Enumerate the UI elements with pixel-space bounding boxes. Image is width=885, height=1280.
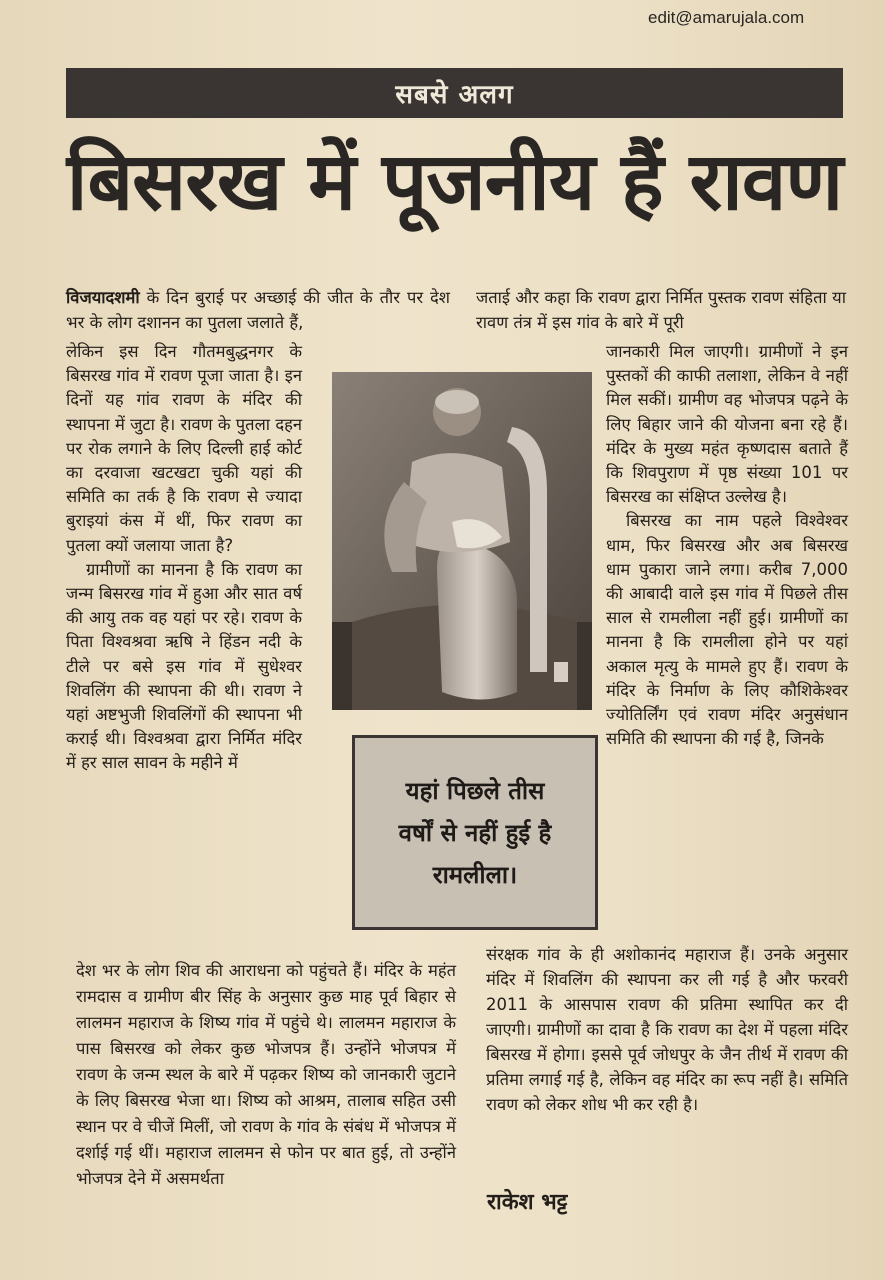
pull-quote-line-2: वर्षों से नहीं हुई है <box>398 818 552 847</box>
right-paragraph-1: जानकारी मिल जाएगी। ग्रामीणों ने इन पुस्तकों की काफी तलाशा, लेकिन वे नहीं मिल सकीं। ग्रामीण वह भोजपत्र पढ़ने के लिए बिहार जाने की योजना बना रहे हैं। मंदिर के मुख्य महंत कृष्णदास बताते हैं कि शिवपुराण में पृष्ठ संख्या 101 पर बिसरख का संक्षिप्त उल्लेख है। <box>606 342 848 507</box>
headline: बिसरख में पूजनीय हैं रावण <box>66 135 843 228</box>
priest-photo-illustration <box>332 372 592 710</box>
article-photo <box>332 372 592 710</box>
left-column <box>66 340 302 776</box>
email-address: edit@amarujala.com <box>648 8 805 27</box>
left-column-continuation: देश भर के लोग शिव की आराधना को पहुंचते हैं। मंदिर के महंत रामदास व ग्रामीण बीर सिंह के अनुसार कुछ माह पूर्व बिहार से लालमन महाराज के शिष्य गांव में पहुंचे थे। लालमन महाराज के पास बिसरख को लेकर कुछ भोजपत्र हैं। उन्होंने भोजपत्र में रावण के जन्म स्थल के बारे में पढ़कर शिष्य को जानकारी जुटाने के लिए बिसरख भेजा था। शिष्य को आश्रम, तालाब सहित उसी स्थान पर वे चीजें मिलीं, जो रावण के गांव के संबंध में भोजपत्र में दर्शाई गई थीं। महाराज लालमन से फोन पर बात हुई, तो उन्होंने भोजपत्र देने में असमर्थता <box>76 961 456 1188</box>
right-paragraph-2: बिसरख का नाम पहले विश्वेश्वर धाम, फिर बिसरख और अब बिसरख धाम पुकारा जाने लगा। करीब 7,000 की आबादी वाले इस गांव में पिछले तीस साल से रामलीला नहीं हुई। ग्रामीणों का मानना है कि रामलीला होने पर यहां अकाल मृत्यु के मामले हुए हैं। रावण के मंदिर के निर्माण के लिए कौशिकेश्वर ज्योतिर्लिंग एवं रावण मंदिर अनुसंधान समिति की स्थापना की गई है, जिनके <box>606 511 848 749</box>
lead-word: विजयादशमी <box>66 288 140 307</box>
right-column-top: जताई और कहा कि रावण द्वारा निर्मित पुस्तक रावण संहिता या रावण तंत्र में इस गांव के बारे में पूरी <box>476 288 846 332</box>
right-column <box>606 340 848 751</box>
section-band <box>66 68 843 118</box>
left-paragraph-2: ग्रामीणों का मानना है कि रावण का जन्म बिसरख गांव में हुआ और सात वर्ष की आयु तक वह यहां पर रहे। रावण के पिता विश्वश्रवा ऋषि ने हिंडन नदी के टीले पर बसे इस गांव में सुधेश्वर शिवलिंग की स्थापना की थी। रावण ने यहां अष्टभुजी शिवलिंगों की स्थापना भी कराई थी। विश्वश्रवा द्वारा निर्मित मंदिर में हर साल सावन के महीने में <box>66 559 302 773</box>
pull-quote-line-3: रामलीला। <box>432 860 518 889</box>
pull-quote-box <box>352 735 598 930</box>
pull-quote-line-1: यहां पिछले तीस <box>405 776 545 805</box>
left-paragraph-1: लेकिन इस दिन गौतमबुद्धनगर के बिसरख गांव में रावण पूजा जाता है। इन दिनों यह गांव रावण के मंदिर की स्थापना में जुटा है। रावण के पुतला दहन पर रोक लगाने के लिए दिल्ली हाई कोर्ट का दरवाजा खटखटा चुकी यहां की समिति का तर्क है कि रावण से ज्यादा बुराइयां कंस में थीं, फिर रावण का पुतला क्यों जलाया जाता है? <box>66 342 302 555</box>
intro-text: के दिन बुराई पर अच्छाई की जीत के तौर पर देश भर के लोग दशानन का पुतला जलाते हैं, <box>66 288 450 332</box>
byline: राकेश भट्ट <box>487 1190 568 1215</box>
intro-paragraph <box>66 285 450 335</box>
right-column-bottom: संरक्षक गांव के ही अशोकानंद महाराज हैं। उनके अनुसार मंदिर में शिवलिंग की स्थापना कर ली गई है और फरवरी 2011 के आसपास रावण की प्रतिमा स्थापित कर दी जाएगी। ग्रामीणों का दावा है कि रावण का देश में पहला मंदिर बिसरख में होगा। इससे पूर्व जोधपुर के जैन तीर्थ में रावण की प्रतिमा लगाई गई है, लेकिन वह मंदिर का रूप नहीं है। समिति रावण को लेकर शोध भी कर रही है। <box>486 945 848 1114</box>
section-label: सबसे अलग <box>395 80 514 110</box>
